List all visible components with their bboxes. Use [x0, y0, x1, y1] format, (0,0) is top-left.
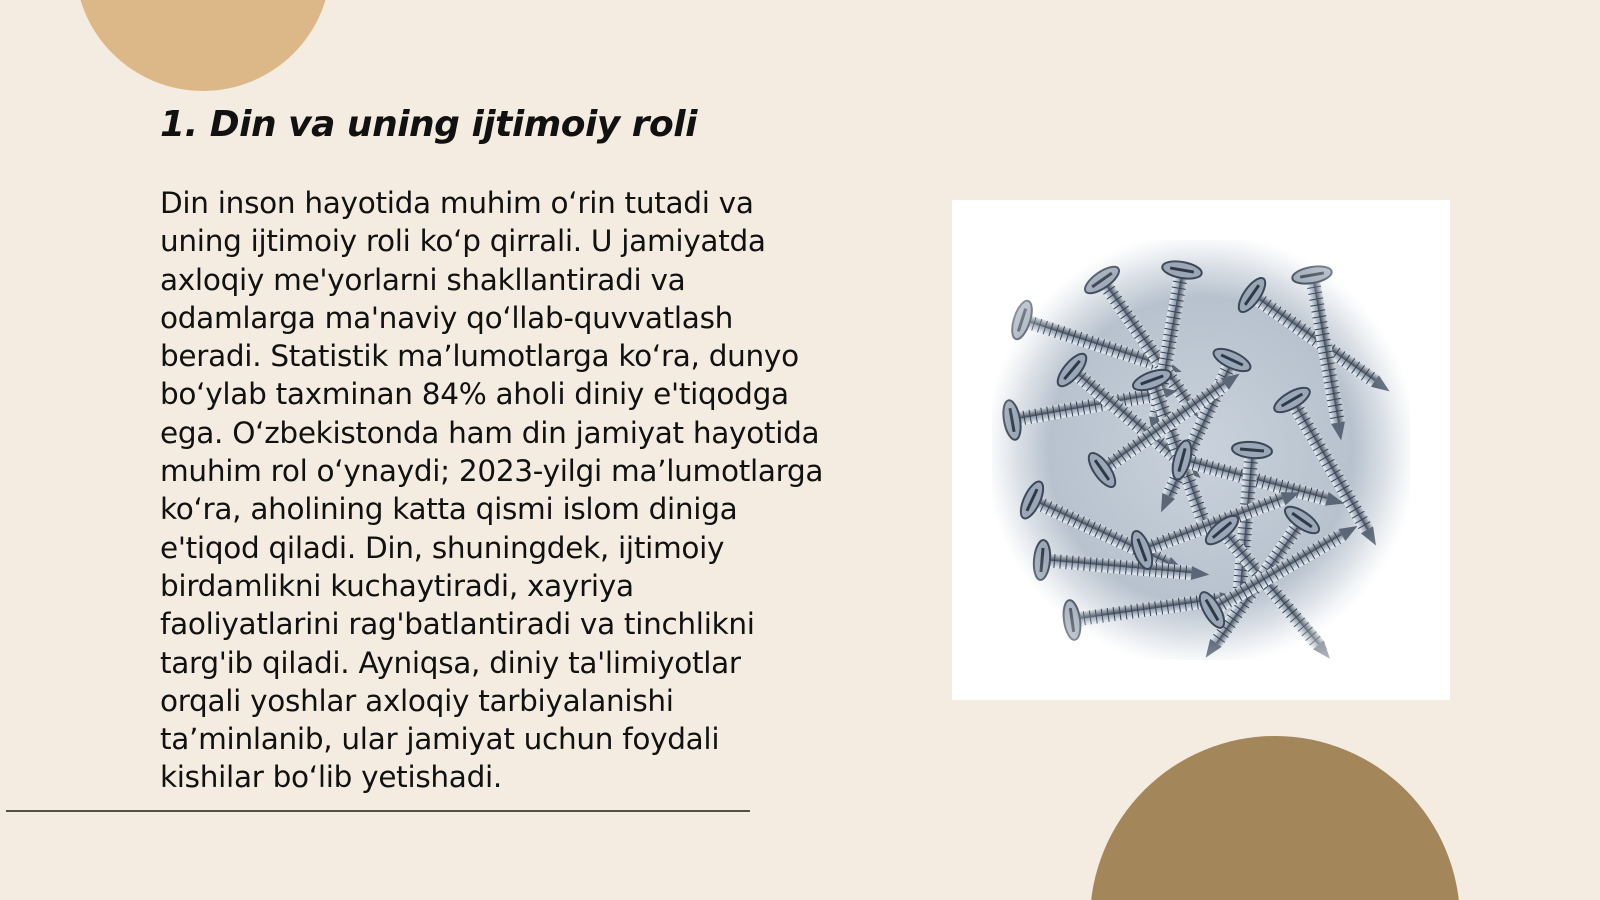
body-line: bo‘ylab taxminan 84% aholi diniy e'tiqodga — [160, 377, 789, 412]
body-line: beradi. Statistik ma’lumotlarga ko‘ra, dunyo — [160, 339, 799, 374]
body-line: Din inson hayotida muhim o‘rin tutadi va — [160, 186, 754, 220]
body-line: axloqiy me'yorlarni shakllantiradi va — [160, 262, 686, 297]
body-paragraph — [160, 184, 850, 797]
body-line: ta’minlanib, ular jamiyat uchun foydali — [160, 722, 720, 757]
body-line: kishilar bo‘lib yetishadi. — [160, 760, 502, 795]
body-line: uning ijtimoiy roli ko‘p qirrali. U jamiyatda — [160, 224, 766, 259]
body-line: e'tiqod qiladi. Din, shuningdek, ijtimoiy — [160, 530, 725, 565]
body-line: birdamlikni kuchaytiradi, xayriya — [160, 568, 634, 603]
body-line: muhim rol o‘ynaydi; 2023-yilgi ma’lumotlarga — [160, 454, 824, 489]
divider-line — [6, 810, 750, 812]
screws-photo — [952, 200, 1450, 700]
decorative-circle-top — [75, 0, 331, 91]
body-line: faoliyatlarini rag'batlantiradi va tinchlikni — [160, 607, 755, 642]
body-line: ko‘ra, aholining katta qismi islom diniga — [160, 492, 738, 527]
body-line: targ'ib qiladi. Ayniqsa, diniy ta'limiyotlar — [160, 645, 741, 680]
decorative-circle-bottom — [1090, 736, 1460, 900]
screws-illustration — [952, 200, 1450, 700]
body-line: orqali yoshlar axloqiy tarbiyalanishi — [160, 683, 674, 718]
slide-title: 1. Din va uning ijtimoiy roli — [160, 104, 697, 145]
body-line: ega. O‘zbekistonda ham din jamiyat hayotida — [160, 415, 820, 450]
body-line: odamlarga ma'naviy qo‘llab-quvvatlash — [160, 300, 734, 335]
